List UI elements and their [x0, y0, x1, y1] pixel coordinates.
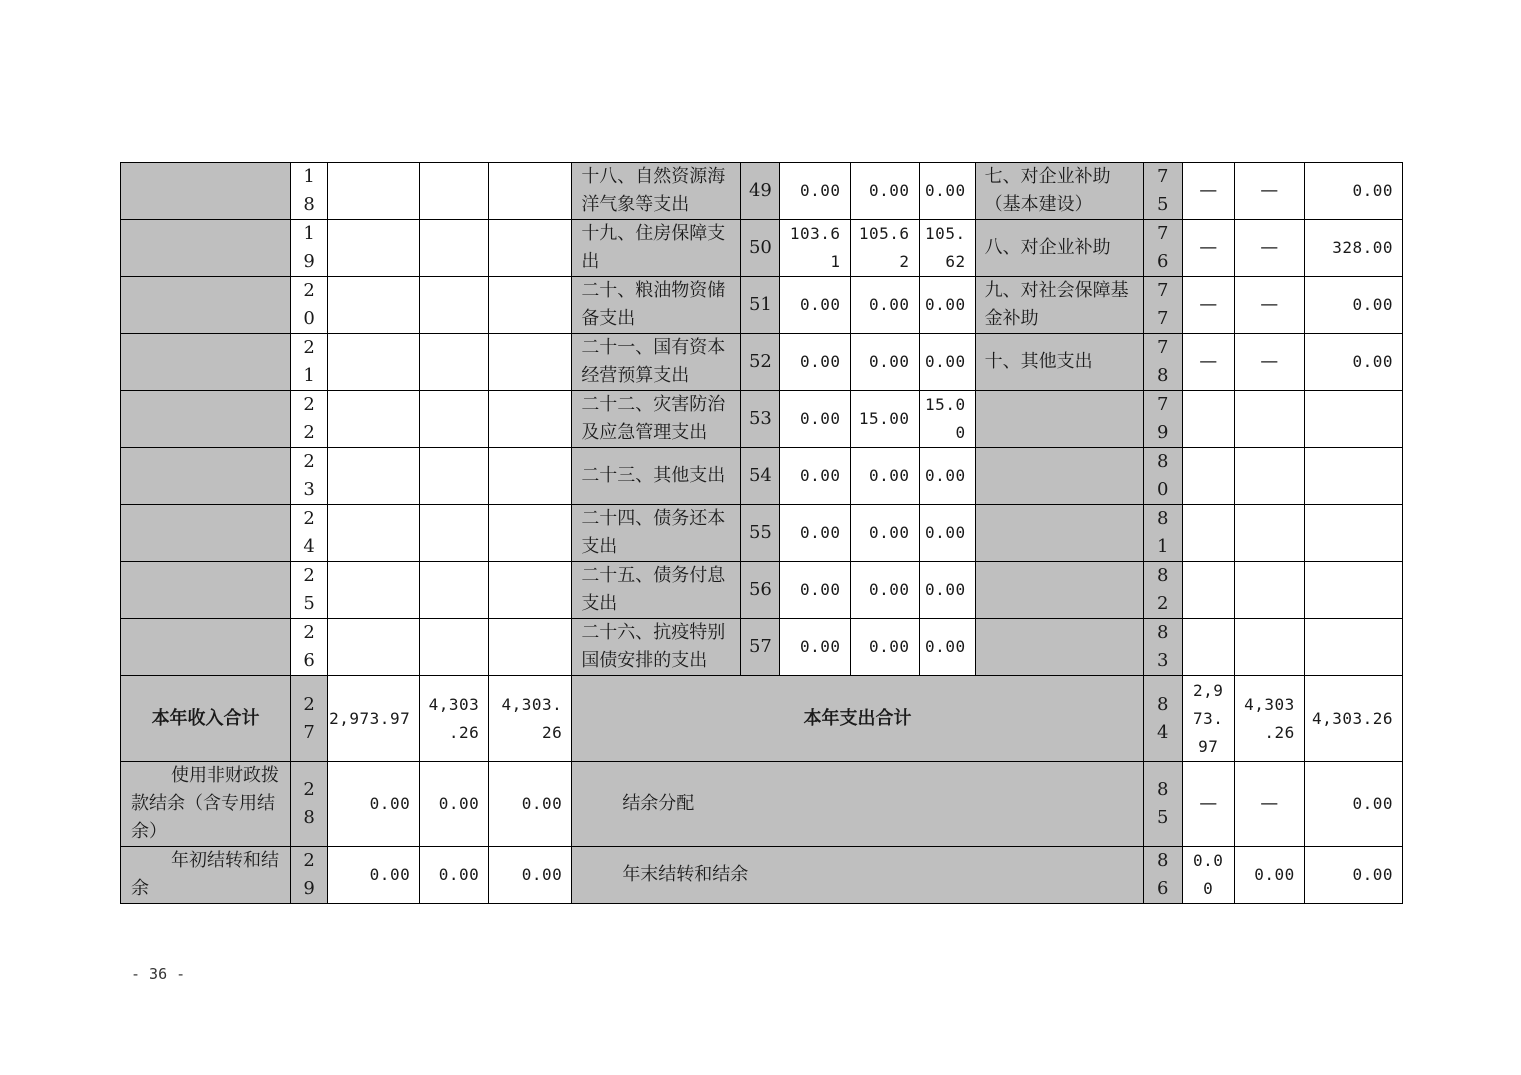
right-value-3: 0.00: [1304, 277, 1402, 334]
right-value-2: [1234, 505, 1304, 562]
adjusted-value: 0.00: [850, 163, 919, 220]
right-value-1: [1182, 391, 1234, 448]
income-total-value-2: 4,303 .26: [420, 676, 489, 762]
balance-value-1: 0.00: [328, 762, 420, 847]
income-amount-cell: [489, 448, 572, 505]
adjusted-value: 105.6 2: [850, 220, 919, 277]
income-item-cell: [121, 391, 291, 448]
distribution-value-2: —: [1234, 762, 1304, 847]
adjusted-value: 0.00: [850, 505, 919, 562]
right-value-1: —: [1182, 163, 1234, 220]
income-amount-cell: [420, 505, 489, 562]
row-number: 1 9: [291, 220, 328, 277]
income-amount-cell: [489, 163, 572, 220]
row-number: 2 9: [291, 847, 328, 904]
expense-total-value-3: 4,303.26: [1304, 676, 1402, 762]
income-amount-cell: [328, 391, 420, 448]
right-value-2: —: [1234, 277, 1304, 334]
row-number: 2 3: [291, 448, 328, 505]
budget-table: [120, 162, 1403, 904]
row-number: 7 9: [1143, 391, 1182, 448]
table-row: [121, 334, 1403, 391]
income-amount-cell: [328, 619, 420, 676]
closing-carryover-label: 年末结转和结余: [572, 847, 1143, 904]
income-amount-cell: [328, 334, 420, 391]
row-number: 1 8: [291, 163, 328, 220]
expense-category-label: 十九、住房保障支出: [572, 220, 741, 277]
income-amount-cell: [489, 619, 572, 676]
balance-value-3: 0.00: [489, 762, 572, 847]
right-value-3: [1304, 391, 1402, 448]
income-amount-cell: [489, 505, 572, 562]
economic-category-label: [975, 562, 1143, 619]
right-value-1: —: [1182, 277, 1234, 334]
row-number: 2 6: [291, 619, 328, 676]
income-amount-cell: [420, 277, 489, 334]
row-number: 2 8: [291, 762, 328, 847]
row-number: 8 6: [1143, 847, 1182, 904]
income-amount-cell: [489, 277, 572, 334]
income-amount-cell: [420, 619, 489, 676]
non-fiscal-balance-label: 使用非财政拨款结余（含专用结余）: [121, 762, 291, 847]
budget-value: 0.00: [780, 448, 850, 505]
economic-category-label: 八、对企业补助: [975, 220, 1143, 277]
right-value-1: —: [1182, 334, 1234, 391]
adjusted-value: 0.00: [850, 562, 919, 619]
income-amount-cell: [328, 448, 420, 505]
final-value: 0.00: [919, 505, 975, 562]
expense-total-value-1: 2,9 73. 97: [1182, 676, 1234, 762]
expense-code: 52: [741, 334, 780, 391]
final-value: 0.00: [919, 334, 975, 391]
economic-category-label: [975, 619, 1143, 676]
carry-row: [121, 847, 1403, 904]
row-number: 8 1: [1143, 505, 1182, 562]
right-value-3: [1304, 562, 1402, 619]
table-row: [121, 619, 1403, 676]
expense-category-label: 二十四、债务还本支出: [572, 505, 741, 562]
income-amount-cell: [328, 163, 420, 220]
budget-value: 103.6 1: [780, 220, 850, 277]
income-item-cell: [121, 505, 291, 562]
final-value: 0.00: [919, 562, 975, 619]
table-row: [121, 163, 1403, 220]
income-amount-cell: [420, 163, 489, 220]
income-amount-cell: [328, 220, 420, 277]
row-number: 8 3: [1143, 619, 1182, 676]
row-number: 2 0: [291, 277, 328, 334]
budget-value: 0.00: [780, 562, 850, 619]
right-value-2: —: [1234, 334, 1304, 391]
final-value: 0.00: [919, 448, 975, 505]
table-row: [121, 391, 1403, 448]
row-number: 7 6: [1143, 220, 1182, 277]
right-value-1: [1182, 562, 1234, 619]
expense-code: 55: [741, 505, 780, 562]
economic-category-label: 九、对社会保障基金补助: [975, 277, 1143, 334]
row-number: 7 7: [1143, 277, 1182, 334]
economic-category-label: 十、其他支出: [975, 334, 1143, 391]
income-amount-cell: [420, 334, 489, 391]
right-value-2: [1234, 448, 1304, 505]
income-item-cell: [121, 562, 291, 619]
income-item-cell: [121, 448, 291, 505]
row-number: 8 5: [1143, 762, 1182, 847]
row-number: 7 8: [1143, 334, 1182, 391]
opening-value-3: 0.00: [489, 847, 572, 904]
row-number: 2 7: [291, 676, 328, 762]
income-item-cell: [121, 163, 291, 220]
opening-value-1: 0.00: [328, 847, 420, 904]
income-item-cell: [121, 334, 291, 391]
table-row: [121, 277, 1403, 334]
balance-value-2: 0.00: [420, 762, 489, 847]
expense-code: 53: [741, 391, 780, 448]
right-value-3: [1304, 448, 1402, 505]
final-value: 105. 62: [919, 220, 975, 277]
row-number: 2 1: [291, 334, 328, 391]
right-value-2: [1234, 619, 1304, 676]
right-value-2: —: [1234, 220, 1304, 277]
page-number: - 36 -: [131, 965, 186, 983]
opening-carryover-label: 年初结转和结余: [121, 847, 291, 904]
row-number: 8 2: [1143, 562, 1182, 619]
expense-code: 49: [741, 163, 780, 220]
right-value-1: —: [1182, 220, 1234, 277]
income-total-value-3: 4,303. 26: [489, 676, 572, 762]
income-amount-cell: [328, 277, 420, 334]
closing-value-2: 0.00: [1234, 847, 1304, 904]
income-amount-cell: [328, 562, 420, 619]
final-value: 0.00: [919, 277, 975, 334]
expense-category-label: 二十五、债务付息支出: [572, 562, 741, 619]
row-number: 2 5: [291, 562, 328, 619]
row-number: 8 0: [1143, 448, 1182, 505]
expense-code: 51: [741, 277, 780, 334]
right-value-2: —: [1234, 163, 1304, 220]
final-value: 0.00: [919, 163, 975, 220]
income-total-label: 本年收入合计: [121, 676, 291, 762]
row-number: 2 4: [291, 505, 328, 562]
final-value: 15.0 0: [919, 391, 975, 448]
economic-category-label: [975, 448, 1143, 505]
closing-value-1: 0.0 0: [1182, 847, 1234, 904]
expense-category-label: 二十六、抗疫特别国债安排的支出: [572, 619, 741, 676]
income-amount-cell: [489, 562, 572, 619]
right-value-2: [1234, 562, 1304, 619]
income-total-value-1: 2,973.97: [328, 676, 420, 762]
expense-category-label: 二十、粮油物资储备支出: [572, 277, 741, 334]
right-value-3: 0.00: [1304, 334, 1402, 391]
row-number: 8 4: [1143, 676, 1182, 762]
adjusted-value: 15.00: [850, 391, 919, 448]
economic-category-label: [975, 505, 1143, 562]
economic-category-label: 七、对企业补助（基本建设）: [975, 163, 1143, 220]
adjusted-value: 0.00: [850, 334, 919, 391]
table-row: [121, 448, 1403, 505]
right-value-3: 0.00: [1304, 163, 1402, 220]
income-amount-cell: [420, 448, 489, 505]
expense-total-label: 本年支出合计: [572, 676, 1143, 762]
right-value-1: [1182, 619, 1234, 676]
closing-value-3: 0.00: [1304, 847, 1402, 904]
right-value-1: [1182, 505, 1234, 562]
economic-category-label: [975, 391, 1143, 448]
right-value-1: [1182, 448, 1234, 505]
budget-value: 0.00: [780, 163, 850, 220]
row-number: 7 5: [1143, 163, 1182, 220]
budget-value: 0.00: [780, 277, 850, 334]
budget-value: 0.00: [780, 391, 850, 448]
expense-code: 54: [741, 448, 780, 505]
income-amount-cell: [420, 220, 489, 277]
expense-category-label: 二十一、国有资本经营预算支出: [572, 334, 741, 391]
right-value-3: 328.00: [1304, 220, 1402, 277]
income-item-cell: [121, 277, 291, 334]
income-item-cell: [121, 619, 291, 676]
surplus-distribution-label: 结余分配: [572, 762, 1143, 847]
expense-code: 56: [741, 562, 780, 619]
adjusted-value: 0.00: [850, 448, 919, 505]
budget-value: 0.00: [780, 334, 850, 391]
income-amount-cell: [328, 505, 420, 562]
income-amount-cell: [420, 391, 489, 448]
final-value: 0.00: [919, 619, 975, 676]
balance-row: [121, 762, 1403, 847]
right-value-3: [1304, 619, 1402, 676]
opening-value-2: 0.00: [420, 847, 489, 904]
expense-code: 50: [741, 220, 780, 277]
total-row: [121, 676, 1403, 762]
expense-code: 57: [741, 619, 780, 676]
table-row: [121, 220, 1403, 277]
income-amount-cell: [489, 220, 572, 277]
adjusted-value: 0.00: [850, 619, 919, 676]
adjusted-value: 0.00: [850, 277, 919, 334]
table-row: [121, 562, 1403, 619]
income-amount-cell: [489, 391, 572, 448]
distribution-value-3: 0.00: [1304, 762, 1402, 847]
expense-category-label: 十八、自然资源海洋气象等支出: [572, 163, 741, 220]
table-row: [121, 505, 1403, 562]
expense-category-label: 二十二、灾害防治及应急管理支出: [572, 391, 741, 448]
expense-category-label: 二十三、其他支出: [572, 448, 741, 505]
distribution-value-1: —: [1182, 762, 1234, 847]
table-body: [121, 163, 1403, 904]
budget-value: 0.00: [780, 505, 850, 562]
budget-value: 0.00: [780, 619, 850, 676]
row-number: 2 2: [291, 391, 328, 448]
income-amount-cell: [489, 334, 572, 391]
expense-total-value-2: 4,303 .26: [1234, 676, 1304, 762]
income-amount-cell: [420, 562, 489, 619]
right-value-2: [1234, 391, 1304, 448]
right-value-3: [1304, 505, 1402, 562]
income-item-cell: [121, 220, 291, 277]
